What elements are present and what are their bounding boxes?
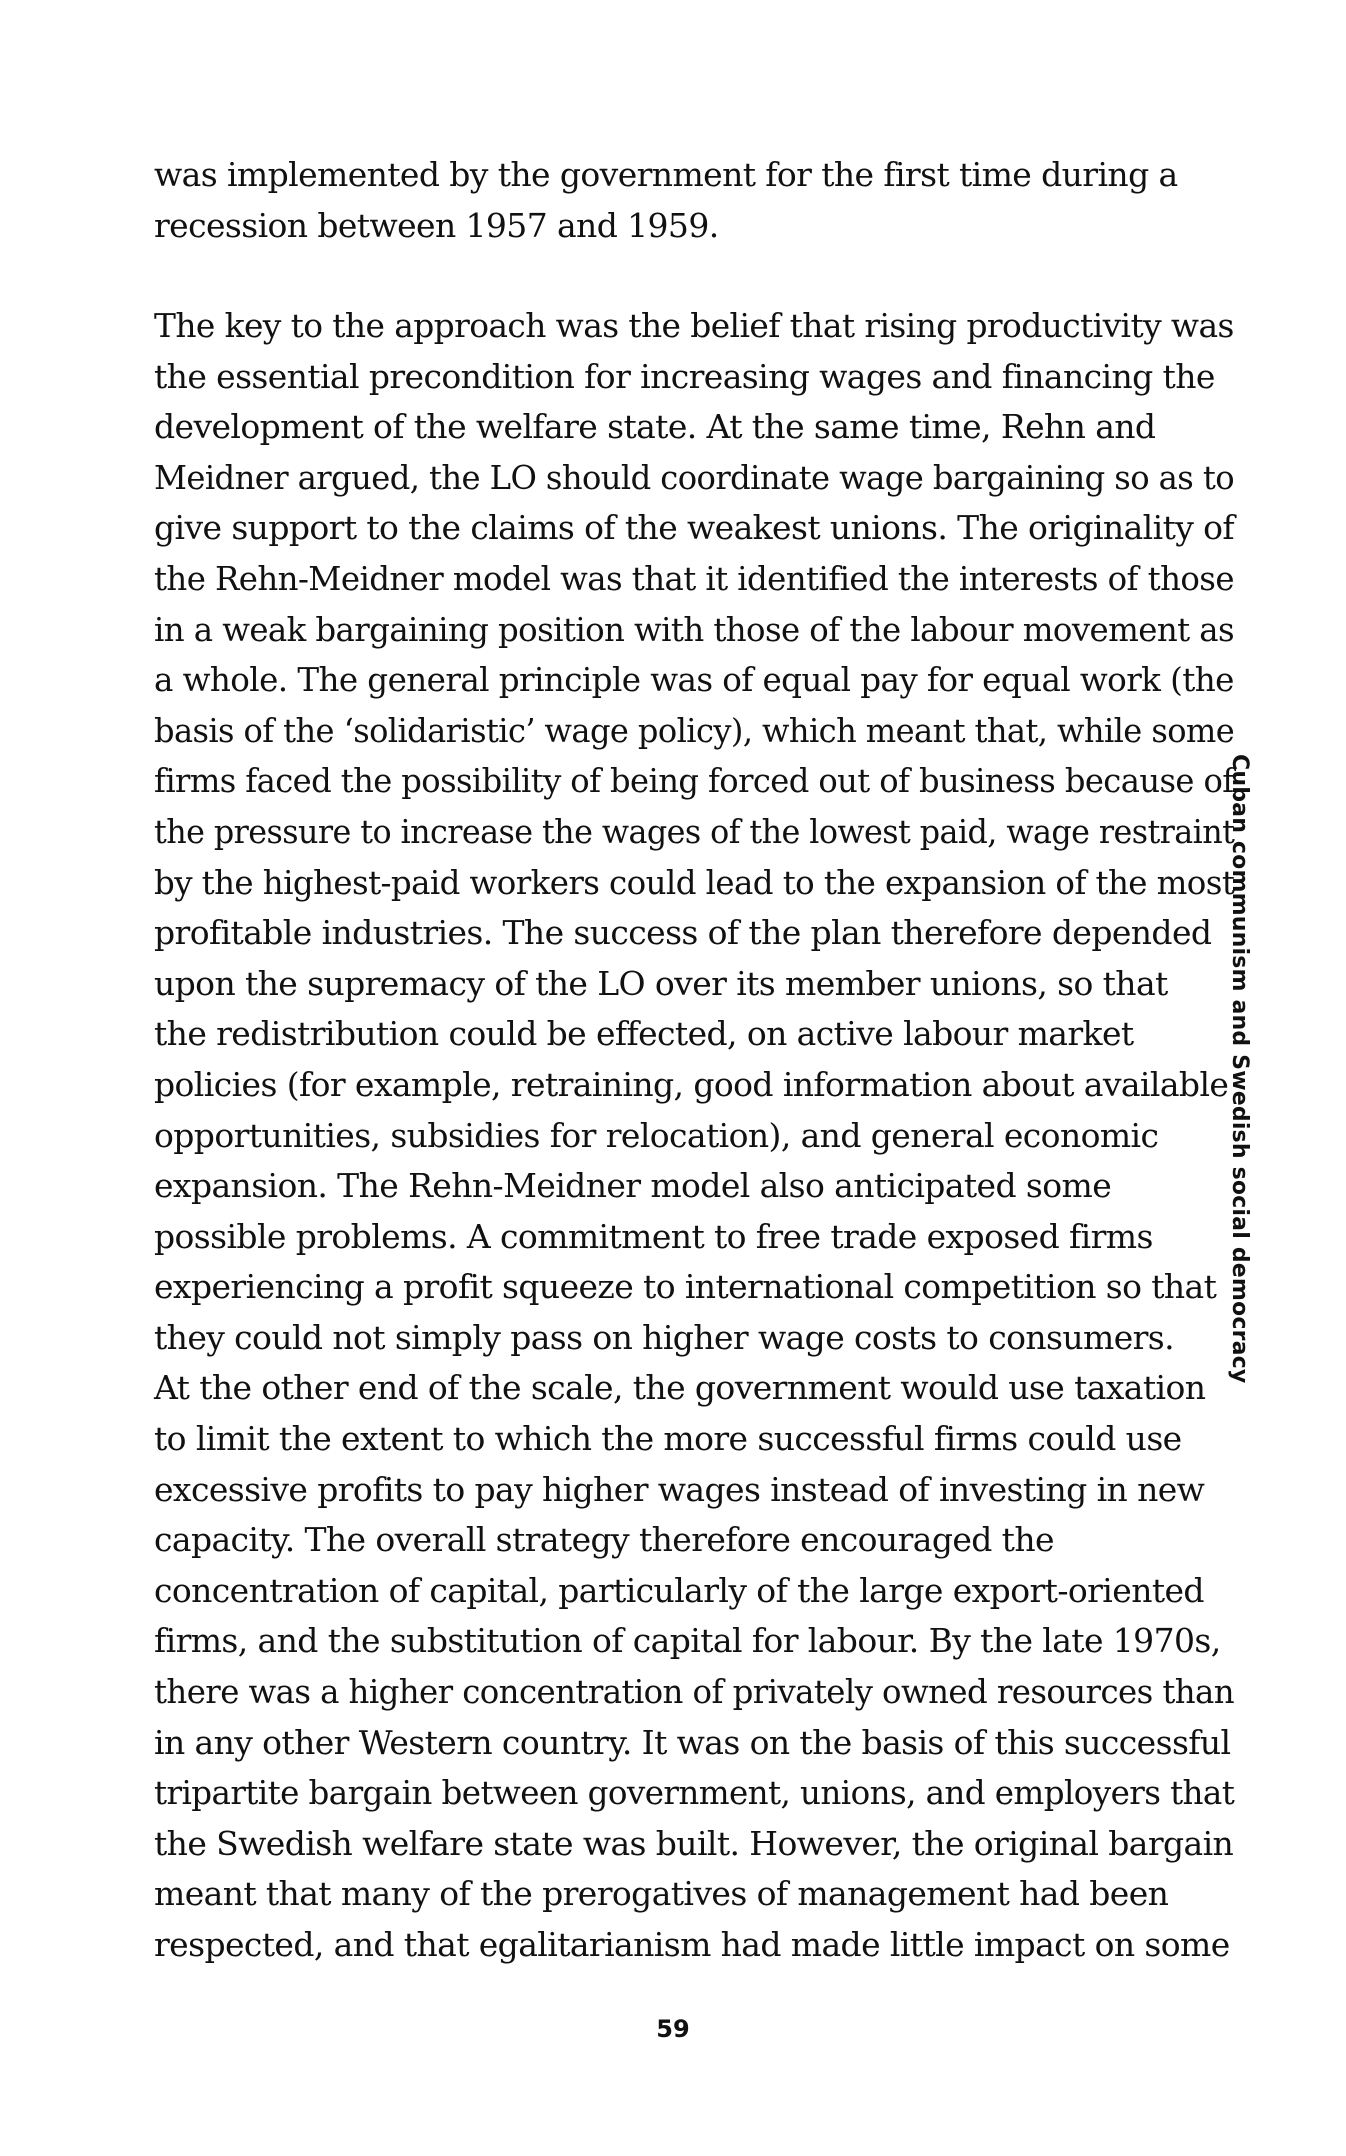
text-line: tripartite bargain between government, unions, and employers that [154,1773,1235,1813]
text-line: profitable industries. The success of the plan therefore depended [154,913,1212,953]
text-line: concentration of capital, particularly of the large export-oriented [154,1570,1204,1610]
text-line: in a weak bargaining position with those of the labour movement as [154,609,1235,649]
text-line: recession between 1957 and 1959. [154,205,719,245]
text-line: the Rehn-Meidner model was that it identified the interests of those [154,558,1234,598]
text-line: was implemented by the government for the first time during a [154,155,1178,194]
text-line: they could not simply pass on higher wage costs to consumers. [154,1317,1175,1357]
text-line: meant that many of the prerogatives of management had been [154,1874,1169,1914]
text-line: opportunities, subsidies for relocation), and general economic [154,1115,1159,1155]
text-line: The key to the approach was the belief that rising productivity was [154,306,1234,345]
page-number: 59 [656,2015,690,2043]
text-line: by the highest-paid workers could lead to the expansion of the most [154,862,1235,902]
paragraph-1 [154,150,1234,251]
text-line: possible problems. A commitment to free trade exposed firms [154,1216,1153,1256]
text-line: the essential precondition for increasing wages and financing the [154,356,1215,396]
text-line: development of the welfare state. At the same time, Rehn and [154,407,1156,447]
text-line: firms faced the possibility of being forced out of business because of [154,761,1234,801]
text-line: policies (for example, retraining, good information about available [154,1064,1229,1104]
text-line: basis of the ‘solidaristic’ wage policy), which meant that, while some [154,710,1235,750]
text-line: give support to the claims of the weakest unions. The originality of [154,508,1235,548]
running-head: Cuban communism and Swedish social democracy [1227,754,1252,1384]
text-line: to limit the extent to which the more successful firms could use [154,1419,1182,1459]
text-line: the pressure to increase the wages of the lowest paid, wage restraint [154,811,1235,851]
text-line: there was a higher concentration of privately owned resources than [154,1672,1235,1712]
text-line: the Swedish welfare state was built. However, the original bargain [154,1823,1234,1863]
text-line: firms, and the substitution of capital for labour. By the late 1970s, [154,1621,1221,1661]
text-line: respected, and that egalitarianism had made little impact on some [154,1925,1230,1964]
text-line: excessive profits to pay higher wages instead of investing in new [154,1469,1205,1509]
text-line: experiencing a profit squeeze to international competition so that [154,1267,1217,1307]
text-line: At the other end of the scale, the government would use taxation [154,1368,1206,1408]
paragraph-2 [154,301,1234,1971]
text-line: upon the supremacy of the LO over its member unions, so that [154,963,1168,1003]
text-line: expansion. The Rehn-Meidner model also anticipated some [154,1166,1112,1206]
text-line: a whole. The general principle was of equal pay for equal work (the [154,660,1234,700]
text-line: Meidner argued, the LO should coordinate wage bargaining so as to [154,457,1235,497]
text-line: capacity. The overall strategy therefore encouraged the [154,1520,1054,1560]
text-line: the redistribution could be effected, on active labour market [154,1014,1134,1054]
text-line: in any other Western country. It was on the basis of this successful [154,1722,1231,1762]
